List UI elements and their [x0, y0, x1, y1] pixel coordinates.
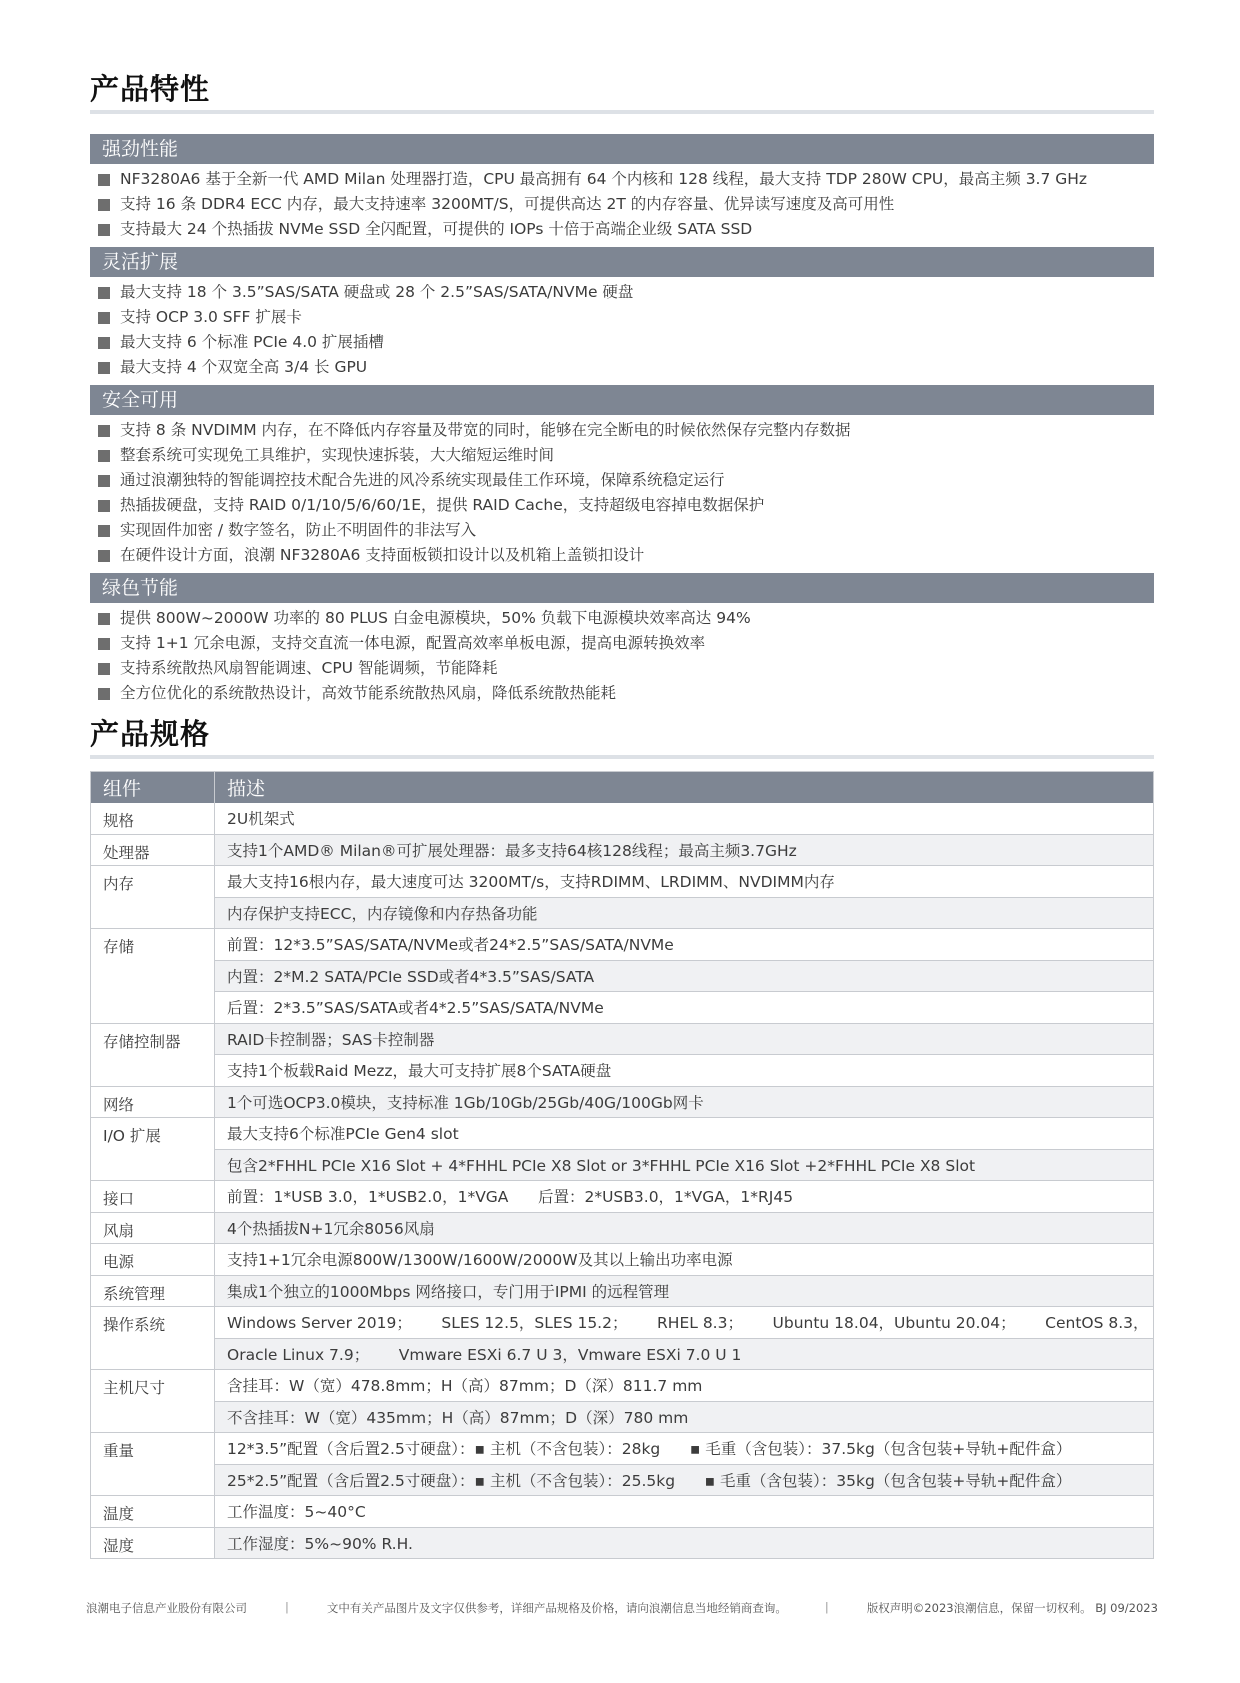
spec-label: I/O 扩展 — [91, 1118, 215, 1181]
spec-value: 12*3.5”配置（含后置2.5寸硬盘）：▪ 主机（不含包装）：28kg ▪ 毛重（含包装）：37.5kg（包含包装+导轨+配件盒） — [215, 1433, 1154, 1465]
feature-bullet — [98, 468, 1154, 493]
table-row — [91, 834, 1154, 866]
feature-section-header: 强劲性能 — [90, 134, 1154, 164]
feature-bullet — [98, 217, 1154, 242]
spec-value: 工作湿度：5%~90% R.H. — [215, 1527, 1154, 1559]
spec-value: 前置：12*3.5”SAS/SATA/NVMe或者24*2.5”SAS/SATA/NVMe — [215, 929, 1154, 961]
table-row — [91, 897, 1154, 929]
specs-title: 产品规格 — [90, 717, 211, 751]
spec-value: 4个热插拔N+1冗余8056风扇 — [215, 1212, 1154, 1244]
feature-bullet — [98, 305, 1154, 330]
spec-value: 支持1+1冗余电源800W/1300W/1600W/2000W及其以上输出功率电源 — [215, 1244, 1154, 1276]
spec-table — [90, 771, 1154, 1559]
spec-value: Oracle Linux 7.9； Vmware ESXi 6.7 U 3，Vmware ESXi 7.0 U 1 — [215, 1338, 1154, 1370]
table-row — [91, 1401, 1154, 1433]
table-row — [91, 1527, 1154, 1559]
features-title: 产品特性 — [90, 72, 211, 106]
spec-label: 规格 — [91, 803, 215, 835]
spec-value: 含挂耳：W（宽）478.8mm；H（高）87mm；D（深）811.7 mm — [215, 1370, 1154, 1402]
square-bullet-icon — [98, 663, 110, 675]
feature-text: 支持 8 条 NVDIMM 内存，在不降低内存容量及带宽的同时，能够在完全断电的时候依然保存完整内存数据 — [120, 421, 851, 439]
square-bullet-icon — [98, 224, 110, 236]
feature-text: 提供 800W~2000W 功率的 80 PLUS 白金电源模块，50% 负载下电源模块效率高达 94% — [120, 609, 751, 627]
spec-value: 工作温度：5~40°C — [215, 1496, 1154, 1528]
feature-bullet — [98, 418, 1154, 443]
feature-section-header: 绿色节能 — [90, 573, 1154, 603]
feature-text: 通过浪潮独特的智能调控技术配合先进的风冷系统实现最佳工作环境，保障系统稳定运行 — [120, 471, 725, 489]
table-row — [91, 1212, 1154, 1244]
feature-bullet-list — [90, 164, 1154, 247]
spec-value: 1个可选OCP3.0模块，支持标准 1Gb/10Gb/25Gb/40G/100Gb网卡 — [215, 1086, 1154, 1118]
spec-value: 后置：2*3.5”SAS/SATA或者4*2.5”SAS/SATA/NVMe — [215, 992, 1154, 1024]
spec-label: 温度 — [91, 1496, 215, 1528]
spec-label: 接口 — [91, 1181, 215, 1213]
table-row — [91, 866, 1154, 898]
table-row — [91, 1370, 1154, 1402]
feature-bullet — [98, 330, 1154, 355]
table-row — [91, 1464, 1154, 1496]
table-row — [91, 1307, 1154, 1339]
spec-value: 前置：1*USB 3.0，1*USB2.0，1*VGA 后置：2*USB3.0，1*VGA，1*RJ45 — [215, 1181, 1154, 1213]
feature-section-header: 灵活扩展 — [90, 247, 1154, 277]
spec-value: 支持1个板载Raid Mezz，最大可支持扩展8个SATA硬盘 — [215, 1055, 1154, 1087]
feature-text: 整套系统可实现免工具维护，实现快速拆装，大大缩短运维时间 — [120, 446, 555, 464]
feature-bullet-list — [90, 603, 1154, 711]
footer-company: 浪潮电子信息产业股份有限公司 — [86, 1601, 247, 1615]
feature-bullet-list — [90, 415, 1154, 573]
spec-value: 最大支持16根内存，最大速度可达 3200MT/s，支持RDIMM、LRDIMM、NVDIMM内存 — [215, 866, 1154, 898]
footer-disclaimer: 文中有关产品图片及文字仅供参考，详细产品规格及价格，请向浪潮信息当地经销商查询。 — [326, 1601, 787, 1615]
square-bullet-icon — [98, 613, 110, 625]
table-row — [91, 803, 1154, 835]
feature-bullet — [98, 518, 1154, 543]
spec-label: 网络 — [91, 1086, 215, 1118]
feature-bullet-list — [90, 277, 1154, 385]
feature-text: 全方位优化的系统散热设计，高效节能系统散热风扇，降低系统散热能耗 — [120, 684, 617, 702]
table-row — [91, 1118, 1154, 1150]
feature-bullet — [98, 656, 1154, 681]
feature-bullet — [98, 606, 1154, 631]
table-row — [91, 1055, 1154, 1087]
square-bullet-icon — [98, 287, 110, 299]
feature-bullet — [98, 493, 1154, 518]
title-rule — [90, 110, 1154, 114]
square-bullet-icon — [98, 199, 110, 211]
feature-bullet — [98, 280, 1154, 305]
square-bullet-icon — [98, 174, 110, 186]
spec-label: 湿度 — [91, 1527, 215, 1559]
table-row — [91, 1023, 1154, 1055]
table-row — [91, 960, 1154, 992]
feature-bullet — [98, 543, 1154, 568]
spec-label: 系统管理 — [91, 1275, 215, 1307]
spec-value: 25*2.5”配置（含后置2.5寸硬盘）：▪ 主机（不含包装）：25.5kg ▪ 毛重（含包装）：35kg（包含包装+导轨+配件盒） — [215, 1464, 1154, 1496]
table-row — [91, 1275, 1154, 1307]
spec-label: 风扇 — [91, 1212, 215, 1244]
spec-value: RAID卡控制器；SAS卡控制器 — [215, 1023, 1154, 1055]
header-description: 描述 — [215, 772, 1154, 803]
spec-value: Windows Server 2019； SLES 12.5，SLES 15.2； RHEL 8.3； Ubuntu 18.04，Ubuntu 20.04； CentOS 8.3， — [215, 1307, 1154, 1339]
spec-value: 内存保护支持ECC，内存镜像和内存热备功能 — [215, 897, 1154, 929]
square-bullet-icon — [98, 550, 110, 562]
square-bullet-icon — [98, 500, 110, 512]
table-row — [91, 1496, 1154, 1528]
footer-copyright: 版权声明©2023浪潮信息，保留一切权利。 BJ 09/2023 — [866, 1601, 1158, 1615]
table-row — [91, 1149, 1154, 1181]
spec-label: 内存 — [91, 866, 215, 929]
feature-text: NF3280A6 基于全新一代 AMD Milan 处理器打造，CPU 最高拥有 64 个内核和 128 线程，最大支持 TDP 280W CPU，最高主频 3.7 GHz — [120, 170, 1088, 188]
page — [90, 70, 1154, 1559]
table-row — [91, 992, 1154, 1024]
feature-text: 支持 1+1 冗余电源，支持交直流一体电源，配置高效率单板电源，提高电源转换效率 — [120, 634, 706, 652]
spec-value: 2U机架式 — [215, 803, 1154, 835]
footer-separator: | — [824, 1600, 829, 1614]
feature-bullet — [98, 631, 1154, 656]
table-row — [91, 1086, 1154, 1118]
spec-value: 不含挂耳：W（宽）435mm；H（高）87mm；D（深）780 mm — [215, 1401, 1154, 1433]
header-component: 组件 — [91, 772, 215, 803]
square-bullet-icon — [98, 638, 110, 650]
feature-bullet — [98, 681, 1154, 706]
table-row — [91, 1244, 1154, 1276]
features-list — [90, 134, 1154, 711]
feature-text: 支持 16 条 DDR4 ECC 内存，最大支持速率 3200MT/S，可提供高达 2T 的内存容量、优异读写速度及高可用性 — [120, 195, 895, 213]
spec-label: 电源 — [91, 1244, 215, 1276]
spec-value: 包含2*FHHL PCIe X16 Slot + 4*FHHL PCIe X8 Slot or 3*FHHL PCIe X16 Slot +2*FHHL PCIe X8 Slot — [215, 1149, 1154, 1181]
spec-label: 操作系统 — [91, 1307, 215, 1370]
feature-text: 支持最大 24 个热插拔 NVMe SSD 全闪配置，可提供的 IOPs 十倍于高端企业级 SATA SSD — [120, 220, 753, 238]
table-row — [91, 1338, 1154, 1370]
spec-value: 内置：2*M.2 SATA/PCIe SSD或者4*3.5”SAS/SATA — [215, 960, 1154, 992]
square-bullet-icon — [98, 688, 110, 700]
feature-bullet — [98, 192, 1154, 217]
spec-value: 集成1个独立的1000Mbps 网络接口，专门用于IPMI 的远程管理 — [215, 1275, 1154, 1307]
square-bullet-icon — [98, 425, 110, 437]
feature-section-header: 安全可用 — [90, 385, 1154, 415]
feature-bullet — [98, 443, 1154, 468]
feature-text: 实现固件加密 / 数字签名，防止不明固件的非法写入 — [120, 521, 477, 539]
square-bullet-icon — [98, 312, 110, 324]
square-bullet-icon — [98, 475, 110, 487]
feature-text: 在硬件设计方面，浪潮 NF3280A6 支持面板锁扣设计以及机箱上盖锁扣设计 — [120, 546, 645, 564]
square-bullet-icon — [98, 337, 110, 349]
feature-bullet — [98, 355, 1154, 380]
table-row — [91, 1181, 1154, 1213]
spec-label: 存储控制器 — [91, 1023, 215, 1086]
footer — [86, 1600, 1158, 1616]
feature-text: 支持 OCP 3.0 SFF 扩展卡 — [120, 308, 302, 326]
footer-separator: | — [285, 1600, 289, 1614]
feature-text: 热插拔硬盘，支持 RAID 0/1/10/5/6/60/1E，提供 RAID Cache，支持超级电容掉电数据保护 — [120, 496, 765, 514]
feature-text: 最大支持 6 个标准 PCIe 4.0 扩展插槽 — [120, 333, 384, 351]
spec-label: 主机尺寸 — [91, 1370, 215, 1433]
table-row — [91, 929, 1154, 961]
feature-text: 最大支持 4 个双宽全高 3/4 长 GPU — [120, 358, 368, 376]
spec-table-header — [91, 772, 1154, 803]
square-bullet-icon — [98, 450, 110, 462]
feature-text: 最大支持 18 个 3.5”SAS/SATA 硬盘或 28 个 2.5”SAS/SATA/NVMe 硬盘 — [120, 283, 634, 301]
feature-text: 支持系统散热风扇智能调速、CPU 智能调频，节能降耗 — [120, 659, 498, 677]
title-rule — [90, 755, 1154, 759]
spec-label: 重量 — [91, 1433, 215, 1496]
square-bullet-icon — [98, 362, 110, 374]
table-row — [91, 1433, 1154, 1465]
spec-value: 最大支持6个标准PCIe Gen4 slot — [215, 1118, 1154, 1150]
spec-label: 处理器 — [91, 834, 215, 866]
feature-bullet — [98, 167, 1154, 192]
square-bullet-icon — [98, 525, 110, 537]
spec-label: 存储 — [91, 929, 215, 1024]
spec-value: 支持1个AMD® Milan®可扩展处理器：最多支持64核128线程；最高主频3.7GHz — [215, 834, 1154, 866]
